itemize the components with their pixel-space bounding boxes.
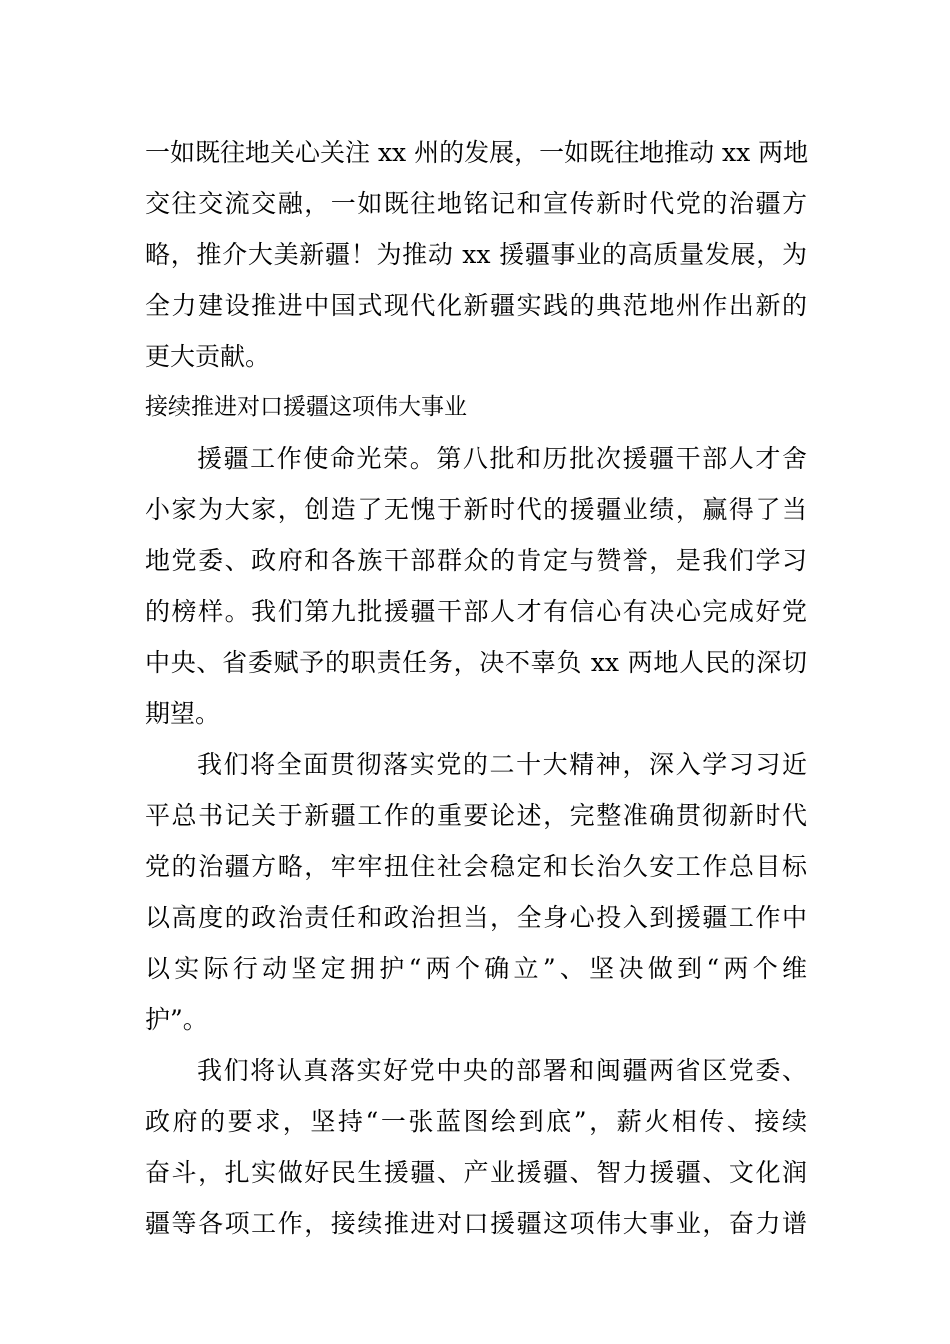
document-body [145, 127, 807, 1249]
text-line: 党的治疆方略，牢牢扭住社会稳定和长治久安工作总目标 [145, 852, 807, 881]
section-heading: 接续推进对口援疆这项伟大事业 [145, 394, 467, 420]
text-line: 奋斗，扎实做好民生援疆、产业援疆、智力援疆、文化润 [145, 1158, 807, 1187]
text-line: 以实际行动坚定拥护“两个确立”、坚决做到“两个维 [145, 954, 807, 983]
text-line: 全力建设推进中国式现代化新疆实践的典范地州作出新的 [145, 291, 807, 320]
text-line: 一如既往地关心关注 xx 州的发展，一如既往地推动 xx 两地 [145, 138, 809, 167]
text-line: 中央、省委赋予的职责任务，决不辜负 xx 两地人民的深切 [145, 648, 807, 677]
text-line: 期望。 [145, 699, 221, 728]
text-line: 地党委、政府和各族干部群众的肯定与赞誉，是我们学习 [145, 546, 807, 575]
paragraph-intro [145, 127, 807, 382]
text-line: 交往交流交融，一如既往地铭记和宣传新时代党的治疆方 [145, 189, 807, 218]
paragraph-3 [145, 1045, 807, 1249]
text-line: 疆等各项工作，接续推进对口援疆这项伟大事业，奋力谱 [145, 1209, 807, 1238]
text-line: 更大贡献。 [145, 342, 271, 371]
paragraph-2 [145, 739, 807, 1045]
text-line: 略，推介大美新疆！为推动 xx 援疆事业的高质量发展，为 [145, 240, 807, 269]
text-line: 我们将认真落实好党中央的部署和闽疆两省区党委、 [197, 1056, 807, 1085]
text-line: 平总书记关于新疆工作的重要论述，完整准确贯彻新时代 [145, 801, 807, 830]
text-line: 以高度的政治责任和政治担当，全身心投入到援疆工作中 [145, 903, 807, 932]
text-line: 小家为大家，创造了无愧于新时代的援疆业绩，赢得了当 [145, 495, 807, 524]
text-line: 的榜样。我们第九批援疆干部人才有信心有决心完成好党 [145, 597, 807, 626]
text-line: 护”。 [145, 1005, 208, 1034]
text-line: 援疆工作使命光荣。第八批和历批次援疆干部人才舍 [197, 444, 807, 473]
paragraph-1 [145, 433, 807, 739]
text-line: 政府的要求，坚持“一张蓝图绘到底”，薪火相传、接续 [145, 1107, 807, 1136]
text-line: 我们将全面贯彻落实党的二十大精神，深入学习习近 [197, 750, 807, 779]
